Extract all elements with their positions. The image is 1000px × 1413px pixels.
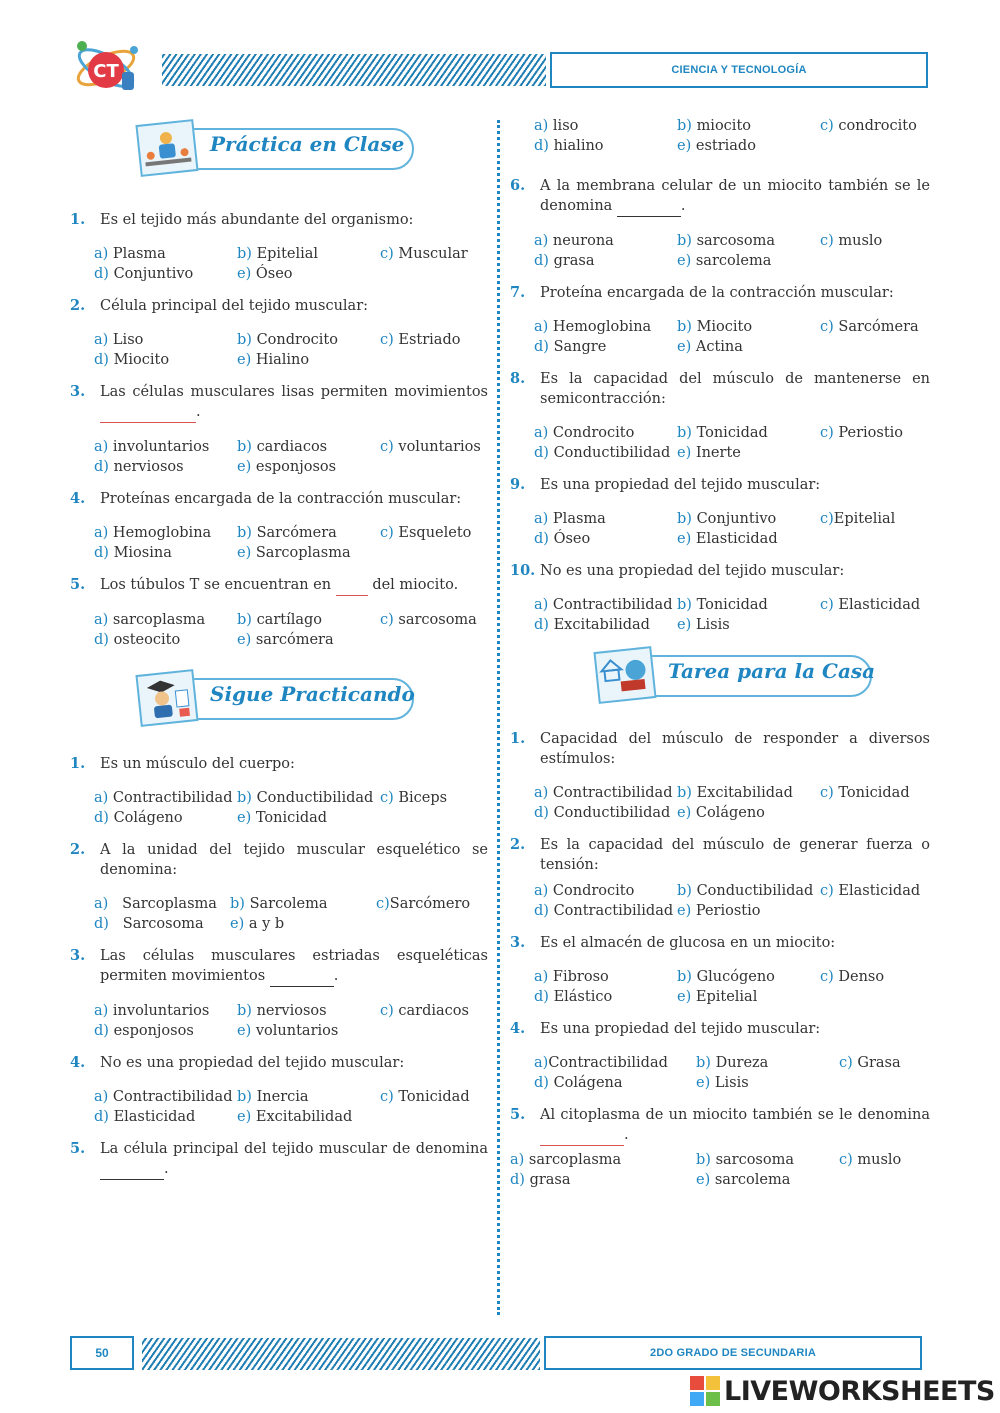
- q-number: 1.: [510, 730, 526, 747]
- q-text: A la membrana celular de un miocito también se le denomina: [540, 178, 930, 214]
- q-number: 4.: [70, 1054, 86, 1071]
- option-e[interactable]: e) Óseo: [237, 266, 293, 282]
- option-c[interactable]: c) Muscular: [380, 246, 468, 262]
- option-c[interactable]: c)Sarcómero: [376, 896, 471, 912]
- option-e[interactable]: e) Sarcoplasma: [237, 545, 351, 561]
- option-a[interactable]: a) Condrocito: [534, 883, 635, 899]
- q-number: 10.: [510, 562, 536, 579]
- option-b[interactable]: b) sarcosoma: [677, 233, 775, 249]
- practica-q2: [70, 296, 488, 370]
- tarea-q3: [510, 933, 930, 1007]
- option-d[interactable]: d) Elástico: [534, 989, 613, 1005]
- q-number: 3.: [70, 383, 86, 400]
- option-c[interactable]: c) Elasticidad: [820, 597, 921, 613]
- q-text-end: del miocito.: [372, 577, 459, 593]
- watermark-text: LIVEWORKSHEETS: [724, 1375, 995, 1407]
- grade-label: 2DO GRADO DE SECUNDARIA: [544, 1336, 922, 1370]
- option-e[interactable]: e) Lisis: [677, 617, 730, 633]
- option-b[interactable]: b) Sarcolema: [230, 896, 328, 912]
- practica-q5: [70, 575, 488, 650]
- option-c[interactable]: c) Tonicidad: [380, 1089, 470, 1105]
- q-text: Capacidad del músculo de responder a diversos estímulos:: [540, 731, 930, 767]
- q-number: 3.: [70, 947, 86, 964]
- option-d[interactable]: d) Miocito: [94, 352, 170, 368]
- option-d[interactable]: d) Conductibilidad: [534, 445, 671, 461]
- option-e[interactable]: e) Hialino: [237, 352, 310, 368]
- practica-q8: [510, 369, 930, 463]
- option-b[interactable]: b) Conductibilidad: [677, 883, 814, 899]
- answer-blank[interactable]: [617, 196, 681, 217]
- option-a[interactable]: a) involuntarios: [94, 1003, 210, 1019]
- graduate-icon: [135, 669, 198, 727]
- q-text: No es una propiedad del tejido muscular:: [100, 1055, 405, 1071]
- q-number: 8.: [510, 370, 526, 387]
- option-e[interactable]: e) Inerte: [677, 445, 741, 461]
- option-c[interactable]: c) sarcosoma: [380, 612, 477, 628]
- q-text: Proteínas encargada de la contracción muscular:: [100, 491, 462, 507]
- option-a[interactable]: a)Contractibilidad: [534, 1055, 668, 1071]
- practica-q4: [70, 489, 488, 563]
- option-c[interactable]: c) Sarcómera: [820, 319, 919, 335]
- liveworksheets-logo-icon: [690, 1376, 720, 1406]
- option-e[interactable]: e) Actina: [677, 339, 743, 355]
- practica-q3: 3. Las células musculares lisas permiten movimientos . a) involuntarios b) cardiacos c) voluntarios d) nerviosos e) esponjosos: [70, 382, 488, 477]
- option-c[interactable]: c) Periostio: [820, 425, 904, 441]
- option-b[interactable]: b) Tonicidad: [677, 597, 768, 613]
- right-column: [510, 116, 930, 1202]
- option-e[interactable]: e) sarcolema: [696, 1172, 791, 1188]
- option-e[interactable]: e) sarcolema: [677, 253, 772, 269]
- q-text: Es una propiedad del tejido muscular:: [540, 1021, 821, 1037]
- option-c[interactable]: c) cardiacos: [380, 1003, 469, 1019]
- option-a[interactable]: a) Plasma: [94, 246, 166, 262]
- q-text: Es la capacidad del músculo de mantenerse en semicontracción:: [540, 371, 930, 407]
- option-e[interactable]: e) voluntarios: [237, 1023, 339, 1039]
- option-d[interactable]: d) nerviosos: [94, 459, 184, 475]
- option-b[interactable]: b) cartílago: [237, 612, 323, 628]
- option-c[interactable]: c) condrocito: [820, 118, 917, 134]
- option-b[interactable]: b) Sarcómera: [237, 525, 337, 541]
- q-number: 1.: [70, 755, 86, 772]
- logo-text: CT: [93, 61, 119, 82]
- sigue-q1: [70, 754, 488, 828]
- option-d[interactable]: d) Excitabilidad: [534, 617, 650, 633]
- option-d[interactable]: d) Contractibilidad: [534, 903, 674, 919]
- option-d[interactable]: d) Conjuntivo: [94, 266, 194, 282]
- q-text: La célula principal del tejido muscular de denomina: [100, 1141, 488, 1157]
- practica-q9: [510, 475, 930, 549]
- option-e[interactable]: e) Elasticidad: [677, 531, 778, 547]
- sigue-q5: 5. La célula principal del tejido muscular de denomina .: [70, 1139, 488, 1180]
- answer-blank[interactable]: [270, 966, 334, 987]
- option-b[interactable]: b) Miocito: [677, 319, 753, 335]
- left-column: [70, 120, 488, 1192]
- option-e[interactable]: e) estriado: [677, 138, 756, 154]
- q-text: A la unidad del tejido muscular esquelético se denomina:: [100, 842, 488, 878]
- option-e[interactable]: e) Colágeno: [677, 805, 765, 821]
- q-number: 2.: [70, 841, 86, 858]
- answer-blank[interactable]: [100, 1159, 164, 1180]
- option-a[interactable]: a) Condrocito: [534, 425, 635, 441]
- q-number: 4.: [70, 490, 86, 507]
- option-a[interactable]: a) liso: [534, 118, 579, 134]
- option-c[interactable]: c) Tonicidad: [820, 785, 910, 801]
- option-e[interactable]: e) Excitabilidad: [237, 1109, 353, 1125]
- q-number: 1.: [70, 211, 86, 228]
- option-a[interactable]: a) sarcoplasma: [94, 612, 206, 628]
- answer-blank[interactable]: [540, 1125, 624, 1146]
- option-b[interactable]: b) Epitelial: [237, 246, 319, 262]
- option-d[interactable]: d) Óseo: [534, 531, 591, 547]
- option-b[interactable]: b) Conjuntivo: [677, 511, 777, 527]
- footer-hatch: [142, 1338, 540, 1370]
- option-c[interactable]: c) Elasticidad: [820, 883, 921, 899]
- option-e[interactable]: e) Epitelial: [677, 989, 758, 1005]
- practica-q6: 6. A la membrana celular de un miocito también se le denomina . a) neurona b) sarcosoma c) muslo d) grasa e) sarcolema: [510, 176, 930, 271]
- q-number: 2.: [510, 836, 526, 853]
- practica-banner: [142, 120, 416, 180]
- option-c[interactable]: c) Estriado: [380, 332, 461, 348]
- option-c[interactable]: c) muslo: [839, 1152, 902, 1168]
- answer-blank[interactable]: [100, 402, 196, 423]
- option-c[interactable]: c) Biceps: [380, 790, 448, 806]
- option-b[interactable]: b) cardiacos: [237, 439, 328, 455]
- q-text: Proteína encargada de la contracción muscular:: [540, 285, 894, 301]
- q-text: Es un músculo del cuerpo:: [100, 756, 295, 772]
- practica-title: Práctica en Clase: [210, 132, 405, 156]
- option-d[interactable]: d) osteocito: [94, 632, 181, 648]
- header-hatch: [162, 54, 546, 86]
- q-number: 9.: [510, 476, 526, 493]
- sigue-q3: 3. Las células musculares estriadas esqueléticas permiten movimientos . a) involuntarios b) nerviosos c) cardiacos d) esponjosos e) voluntarios: [70, 946, 488, 1041]
- option-c[interactable]: c) Grasa: [839, 1055, 901, 1071]
- practica-q10: [510, 561, 930, 635]
- column-divider: [497, 120, 500, 1315]
- q-text: Las células musculares lisas permiten movimientos: [100, 384, 488, 400]
- class-icon: [135, 119, 198, 177]
- q-text: Célula principal del tejido muscular:: [100, 298, 369, 314]
- option-e[interactable]: e) Periostio: [677, 903, 761, 919]
- option-e[interactable]: e) sarcómera: [237, 632, 334, 648]
- option-c[interactable]: c) voluntarios: [380, 439, 481, 455]
- liveworksheets-watermark: [690, 1374, 995, 1408]
- option-d[interactable]: d) grasa: [534, 253, 595, 269]
- option-a[interactable]: a) Contractibilidad: [94, 790, 233, 806]
- option-a[interactable]: a) Hemoglobina: [534, 319, 652, 335]
- tarea-title: Tarea para la Casa: [668, 659, 876, 683]
- option-a[interactable]: a) Plasma: [534, 511, 606, 527]
- q-text: Las células musculares estriadas esqueléticas permiten movimientos: [100, 948, 488, 984]
- option-b[interactable]: b) miocito: [677, 118, 751, 134]
- tarea-q4: [510, 1019, 930, 1093]
- option-a[interactable]: a) neurona: [534, 233, 614, 249]
- option-d[interactable]: d) Sangre: [534, 339, 607, 355]
- practica-q1: [70, 210, 488, 284]
- q-text: Es una propiedad del tejido muscular:: [540, 477, 821, 493]
- option-b[interactable]: b) Condrocito: [237, 332, 338, 348]
- option-a[interactable]: a) Contractibilidad: [534, 785, 673, 801]
- q-number: 2.: [70, 297, 86, 314]
- option-d[interactable]: d) Conductibilidad: [534, 805, 671, 821]
- subject-label: CIENCIA Y TECNOLOGÍA: [550, 52, 928, 88]
- q-number: 3.: [510, 934, 526, 951]
- q-text: Es el almacén de glucosa en un miocito:: [540, 935, 836, 951]
- tarea-banner: [600, 647, 874, 707]
- option-a[interactable]: a) involuntarios: [94, 439, 210, 455]
- option-b[interactable]: b) Conductibilidad: [237, 790, 374, 806]
- tarea-q1: [510, 729, 930, 823]
- tarea-q2: [510, 835, 930, 921]
- sigue-q4: [70, 1053, 488, 1127]
- option-a[interactable]: a) Fibroso: [534, 969, 609, 985]
- q-number: 5.: [70, 576, 86, 593]
- option-a[interactable]: a) Contractibilidad: [534, 597, 673, 613]
- q-text: Los túbulos T se encuentran en: [100, 577, 332, 593]
- option-c[interactable]: c) muslo: [820, 233, 883, 249]
- option-c[interactable]: c) Denso: [820, 969, 885, 985]
- tarea-q5: 5. Al citoplasma de un miocito también se le denomina . a) sarcoplasma b) sarcosoma c) muslo d) grasa e) sarcolema: [510, 1105, 930, 1190]
- sigue-banner: [142, 670, 416, 730]
- option-d[interactable]: d) Colágena: [534, 1075, 623, 1091]
- option-b[interactable]: b) sarcosoma: [696, 1152, 794, 1168]
- option-c[interactable]: c) Esqueleto: [380, 525, 472, 541]
- option-d[interactable]: d) hialino: [534, 138, 604, 154]
- option-d[interactable]: d) Miosina: [94, 545, 172, 561]
- option-e[interactable]: e) a y b: [230, 916, 285, 932]
- q-text: Es el tejido más abundante del organismo:: [100, 212, 414, 228]
- page-number: 50: [70, 1336, 134, 1370]
- sigue-q2: [70, 840, 488, 934]
- sigue-title: Sigue Practicando: [210, 682, 415, 706]
- option-b[interactable]: b) Glucógeno: [677, 969, 775, 985]
- q-number: 6.: [510, 177, 526, 194]
- option-d[interactable]: d) Sarcosoma: [94, 916, 204, 932]
- q-text: Al citoplasma de un miocito también se le denomina: [540, 1107, 930, 1123]
- home-icon: [593, 646, 656, 704]
- option-e[interactable]: e) esponjosos: [237, 459, 337, 475]
- option-b[interactable]: b) nerviosos: [237, 1003, 327, 1019]
- option-a[interactable]: a) sarcoplasma: [510, 1152, 622, 1168]
- option-d[interactable]: d) Elasticidad: [94, 1109, 196, 1125]
- option-b[interactable]: b) Inercia: [237, 1089, 309, 1105]
- q-text: Es la capacidad del músculo de generar fuerza o tensión:: [540, 837, 930, 873]
- option-d[interactable]: d) esponjosos: [94, 1023, 194, 1039]
- option-a[interactable]: a) Hemoglobina: [94, 525, 212, 541]
- ct-logo: [70, 32, 146, 100]
- sigue-q5-options: [510, 116, 930, 156]
- q-number: 5.: [510, 1106, 526, 1123]
- q-number: 7.: [510, 284, 526, 301]
- option-a[interactable]: a) Contractibilidad: [94, 1089, 233, 1105]
- option-e[interactable]: e) Tonicidad: [237, 810, 328, 826]
- q-number: 4.: [510, 1020, 526, 1037]
- answer-blank[interactable]: [336, 575, 368, 596]
- q-text: No es una propiedad del tejido muscular:: [540, 563, 845, 579]
- option-d[interactable]: d) grasa: [510, 1172, 571, 1188]
- option-c[interactable]: c)Epitelial: [820, 511, 896, 527]
- option-a[interactable]: a) Sarcoplasma: [94, 896, 217, 912]
- option-b[interactable]: b) Excitabilidad: [677, 785, 793, 801]
- option-a[interactable]: a) Liso: [94, 332, 144, 348]
- practica-q7: [510, 283, 930, 357]
- q-number: 5.: [70, 1140, 86, 1157]
- option-e[interactable]: e) Lisis: [696, 1075, 749, 1091]
- option-d[interactable]: d) Colágeno: [94, 810, 183, 826]
- option-b[interactable]: b) Dureza: [696, 1055, 769, 1071]
- option-b[interactable]: b) Tonicidad: [677, 425, 768, 441]
